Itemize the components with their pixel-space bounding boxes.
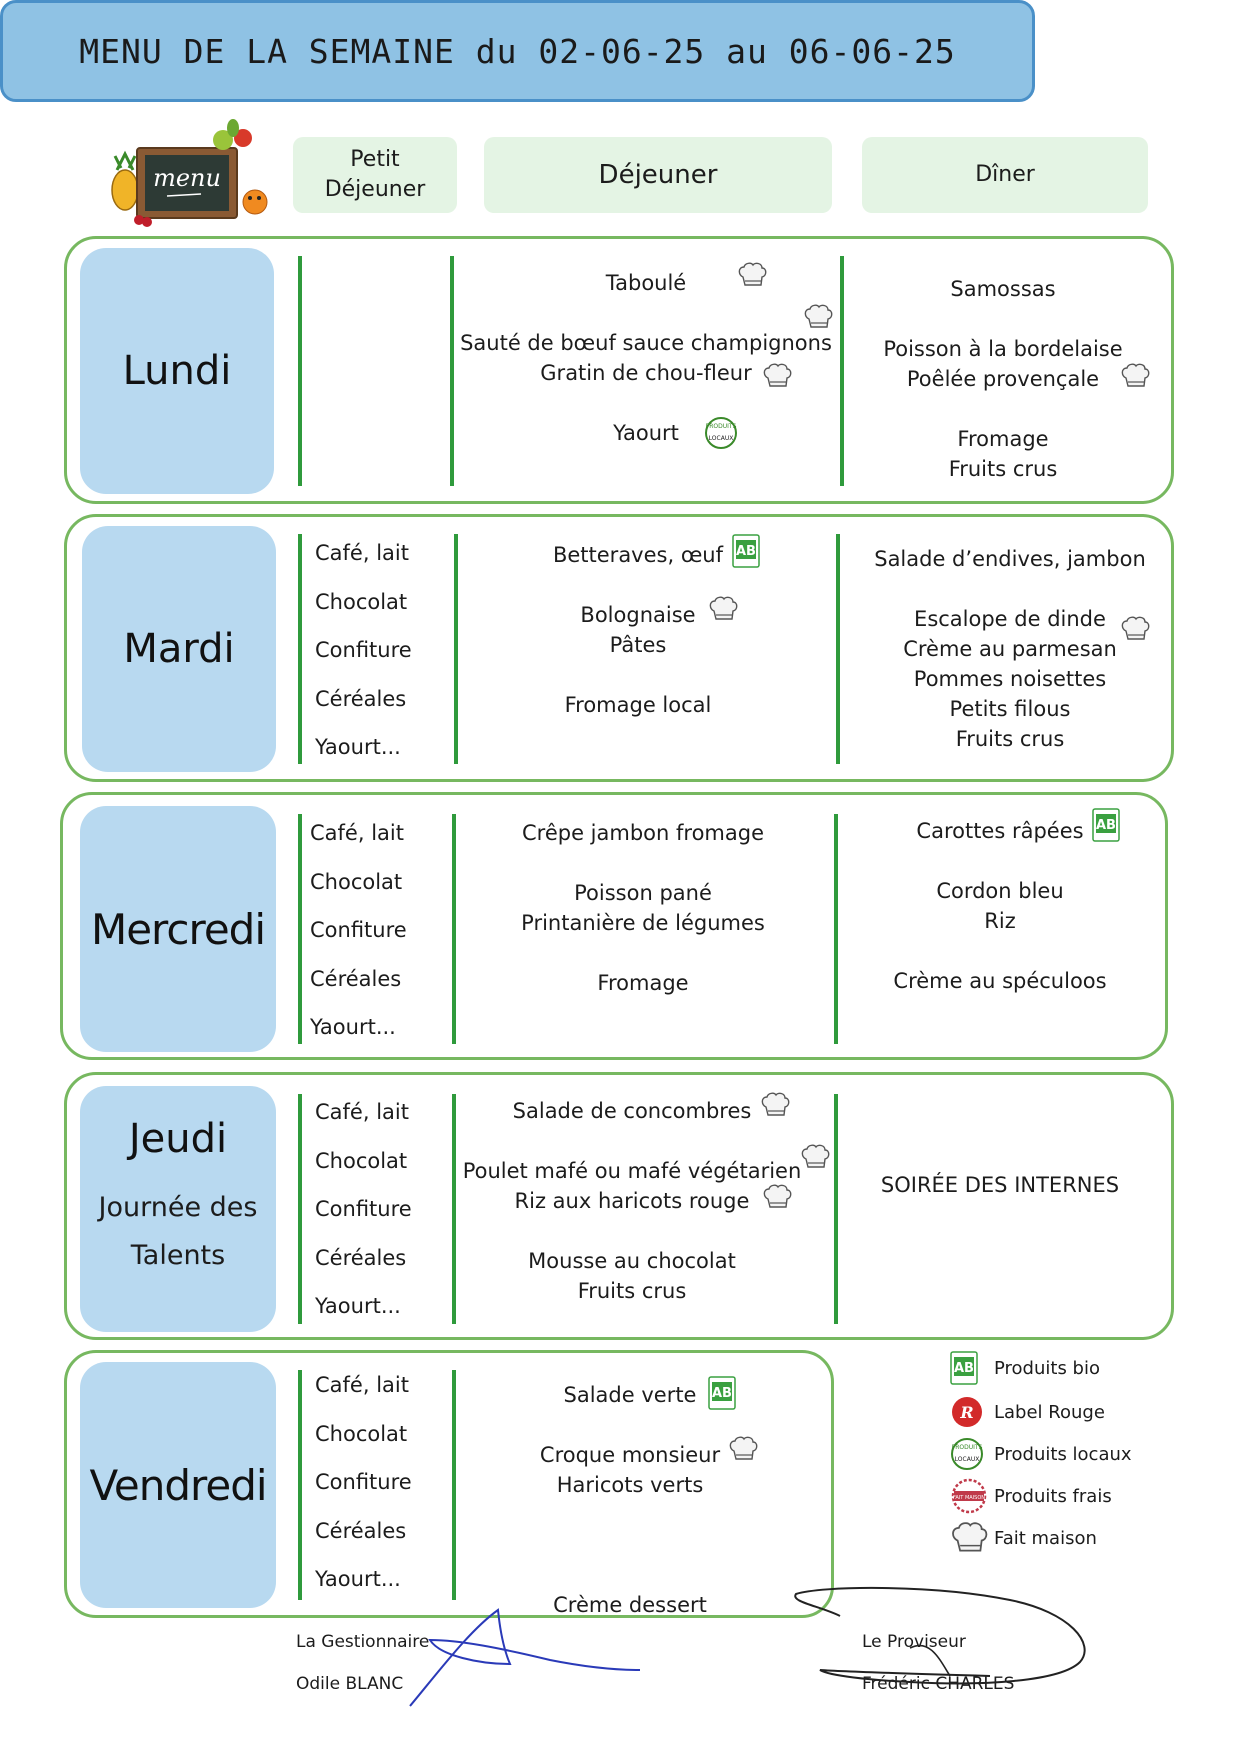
label-rouge-text: R (960, 1403, 974, 1422)
menu-item: Petits filous (949, 697, 1071, 721)
menu-item: Pâtes (609, 633, 667, 657)
divider (834, 814, 838, 1044)
breakfast-item: Yaourt... (310, 1015, 396, 1039)
breakfast-jeudi (315, 1099, 412, 1342)
menu-item: Escalope de dinde (914, 607, 1106, 631)
chef-hat-icon (800, 1144, 830, 1170)
menu-item: Crème au spéculoos (893, 969, 1107, 993)
legend-label: Produits locaux (994, 1443, 1132, 1465)
legend (950, 1352, 1210, 1572)
breakfast-item: Céréales (310, 966, 402, 991)
menu-item: Carottes râpées (916, 819, 1084, 843)
menu-item: Taboulé (605, 271, 687, 295)
header-dinner-label: Dîner (975, 162, 1035, 187)
day-name-mardi: Mardi (123, 626, 235, 672)
menu-board-text: menu (153, 164, 221, 192)
menu-item: Crème au parmesan (903, 637, 1117, 661)
day-name-jeudi: Jeudi (128, 1116, 228, 1162)
divider (452, 1094, 456, 1324)
divider (454, 534, 458, 764)
menu-item: Fruits crus (577, 1279, 687, 1303)
local-logo-top: PRODUITS (951, 1444, 983, 1451)
ab-logo-text: AB (954, 1361, 974, 1376)
menu-item: Fromage local (564, 693, 712, 717)
legend-row (950, 1352, 1100, 1384)
menu-item: Poisson pané (574, 881, 712, 905)
menu-item: Crêpe jambon fromage (522, 821, 764, 845)
day-box-jeudi (80, 1086, 276, 1332)
menu-item: Yaourt (613, 421, 679, 445)
signature-right-role: Le Proviseur (862, 1632, 966, 1652)
divider (298, 1094, 302, 1324)
menu-item: Crème dessert (553, 1593, 707, 1617)
bio-ab-icon (950, 1351, 978, 1385)
menu-item: Printanière de légumes (521, 911, 765, 935)
menu-item: Gratin de chou-fleur (540, 361, 752, 385)
ab-logo-text: AB (736, 544, 756, 559)
breakfast-item: Confiture (310, 918, 407, 942)
legend-label: Fait maison (994, 1527, 1097, 1549)
breakfast-item: Chocolat (315, 1148, 408, 1173)
chef-hat-icon (803, 304, 833, 330)
menu-item: Poulet mafé ou mafé végétarien (462, 1159, 802, 1183)
ab-logo-text: AB (712, 1386, 732, 1401)
breakfast-item: Chocolat (315, 1421, 408, 1446)
breakfast-item: Chocolat (310, 869, 403, 894)
divider (298, 814, 302, 1044)
day-box-mercredi (80, 806, 276, 1052)
lunch-lundi (456, 268, 836, 448)
breakfast-item: Yaourt... (315, 1567, 401, 1591)
breakfast-item: Céréales (315, 1518, 407, 1543)
breakfast-item: Céréales (315, 1245, 407, 1270)
dinner-jeudi (850, 1170, 1150, 1200)
menu-item: Fromage (597, 971, 689, 995)
menu-item: Sauté de bœuf sauce champignons (460, 331, 832, 355)
menu-item: Pommes noisettes (913, 667, 1107, 691)
divider (452, 814, 456, 1044)
day-name-vendredi: Vendredi (89, 1460, 267, 1510)
chef-hat-icon (728, 1436, 758, 1462)
breakfast-item: Café, lait (315, 541, 409, 565)
divider (834, 1094, 838, 1324)
breakfast-item: Café, lait (310, 821, 404, 845)
chef-hat-icon (737, 262, 767, 288)
legend-row (950, 1438, 1132, 1470)
menu-item: SOIRÉE DES INTERNES (880, 1173, 1120, 1197)
breakfast-item: Café, lait (315, 1100, 409, 1124)
header-breakfast-line1: Petit (350, 147, 400, 172)
local-logo-top: PRODUITS (705, 423, 737, 430)
breakfast-item: Chocolat (315, 589, 408, 614)
breakfast-item: Yaourt... (315, 735, 401, 759)
menu-item: Poisson à la bordelaise (883, 337, 1123, 361)
menu-item: Mousse au chocolat (528, 1249, 736, 1273)
chef-hat-icon (1120, 616, 1150, 642)
chef-hat-icon (762, 363, 792, 389)
menu-item: Fruits crus (948, 457, 1058, 481)
breakfast-item: Confiture (315, 1197, 412, 1221)
legend-row (950, 1522, 1097, 1554)
legend-row (950, 1396, 1105, 1428)
breakfast-item: Café, lait (315, 1373, 409, 1397)
dinner-lundi (848, 274, 1158, 484)
chef-hat-icon (950, 1522, 988, 1554)
chef-hat-icon (708, 596, 738, 622)
fresh-logo-text: FAIT MAISON (952, 1495, 986, 1501)
bio-ab-icon (732, 534, 760, 568)
day-subtitle-jeudi-line1: Journée des (98, 1192, 258, 1223)
divider (840, 256, 844, 486)
header-lunch-label: Déjeuner (598, 160, 718, 190)
day-name-mercredi: Mercredi (90, 904, 266, 954)
lunch-mardi (460, 540, 816, 720)
lunch-mercredi (460, 818, 826, 998)
header-dinner (862, 137, 1148, 213)
bio-ab-icon (1092, 808, 1120, 842)
day-box-lundi (80, 248, 274, 494)
day-subtitle-jeudi-line2: Talents (130, 1240, 226, 1271)
legend-label: Produits frais (994, 1485, 1112, 1507)
breakfast-item: Yaourt... (315, 1294, 401, 1318)
day-box-vendredi (80, 1362, 276, 1608)
header-lunch (484, 137, 832, 213)
divider (836, 534, 840, 764)
menu-item: Betteraves, œuf (552, 543, 724, 567)
menu-item: Salade d’endives, jambon (874, 547, 1146, 571)
chef-hat-icon (1120, 363, 1150, 389)
menu-item: Bolognaise (580, 603, 696, 627)
menu-item: Cordon bleu (936, 879, 1064, 903)
signature-right-scribble (790, 1586, 1100, 1696)
menu-board-illustration (105, 118, 275, 238)
chef-hat-icon (760, 1092, 790, 1118)
fait-maison-stamp-icon (950, 1477, 988, 1515)
divider (298, 1370, 302, 1600)
legend-row (950, 1480, 1112, 1512)
menu-item: Poêlée provençale (906, 367, 1100, 391)
breakfast-mercredi (310, 820, 407, 1063)
breakfast-item: Céréales (315, 686, 407, 711)
menu-item: Salade verte (563, 1383, 697, 1407)
menu-item: Riz (984, 909, 1016, 933)
day-name-lundi: Lundi (122, 348, 232, 394)
header-breakfast (293, 137, 457, 213)
title-banner (0, 0, 1035, 102)
dinner-mercredi (850, 816, 1150, 996)
day-box-mardi (82, 526, 276, 772)
breakfast-mardi (315, 540, 412, 783)
header-breakfast-line2: Déjeuner (324, 177, 426, 202)
bio-ab-icon (708, 1376, 736, 1410)
ab-logo-text: AB (1096, 818, 1116, 833)
produits-locaux-icon (950, 1437, 984, 1471)
produits-locaux-icon (704, 416, 738, 450)
divider (450, 256, 454, 486)
breakfast-item: Confiture (315, 1470, 412, 1494)
lunch-jeudi (460, 1096, 804, 1306)
menu-item: Fromage (957, 427, 1049, 451)
breakfast-vendredi (315, 1372, 412, 1615)
menu-item: Fruits crus (955, 727, 1065, 751)
menu-item: Croque monsieur (539, 1443, 721, 1467)
signature-left-name: Odile BLANC (296, 1674, 404, 1694)
local-logo-bottom: LOCAUX (954, 1456, 980, 1463)
label-rouge-icon (950, 1395, 984, 1429)
legend-label: Produits bio (994, 1357, 1100, 1379)
menu-item: Haricots verts (556, 1473, 704, 1497)
local-logo-bottom: LOCAUX (708, 435, 734, 442)
signature-left-role: La Gestionnaire (296, 1632, 430, 1652)
lunch-vendredi (460, 1380, 800, 1620)
page-title: MENU DE LA SEMAINE du 02-06-25 au 06-06-25 (79, 31, 956, 71)
legend-label: Label Rouge (994, 1401, 1105, 1423)
divider (452, 1370, 456, 1600)
menu-item: Salade de concombres (512, 1099, 752, 1123)
dinner-mardi (860, 544, 1160, 754)
signature-left-scribble (400, 1600, 650, 1710)
menu-item: Riz aux haricots rouge (514, 1189, 750, 1213)
chef-hat-icon (762, 1184, 792, 1210)
divider (298, 256, 302, 486)
breakfast-item: Confiture (315, 638, 412, 662)
menu-item: Samossas (950, 277, 1056, 301)
divider (298, 534, 302, 764)
signature-right-name: Frédéric CHARLES (862, 1674, 1015, 1694)
